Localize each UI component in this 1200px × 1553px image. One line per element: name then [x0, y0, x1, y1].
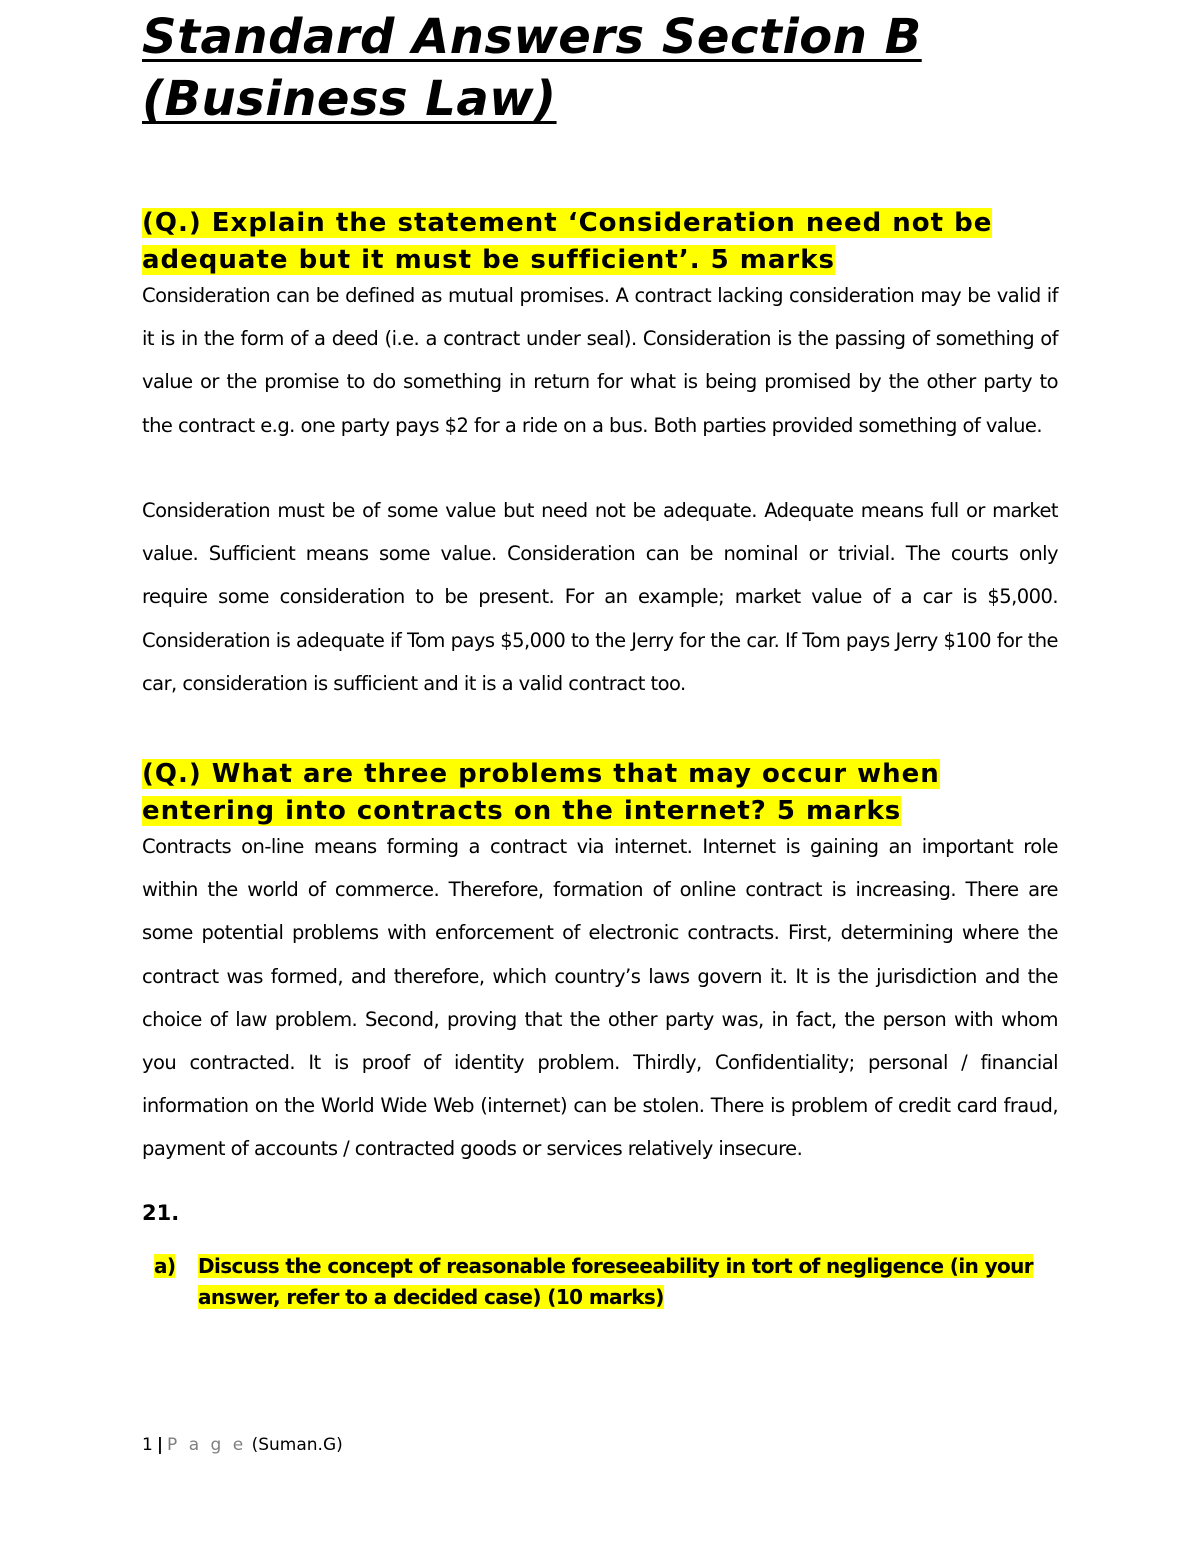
document-title-line2: (Business Law): [142, 71, 557, 127]
question-2-answer-paragraph: Contracts on-line means forming a contract via internet. Internet is gaining an important role within the world of commerce. Therefore, formation of online contract is increasing. There are some potential problems with enforcement of electronic contracts. First, determining where the contract was formed, and therefore, which country’s laws govern it. It is the jurisdiction and the choice of law problem. Second, proving that the other party was, in fact, the person with whom you contracted. It is proof of identity problem. Thirdly, Confidentiality; personal / financial information on the World Wide Web (internet) can be stolen. There is problem of credit card fraud, payment of accounts / contracted goods or services relatively insecure.: [142, 835, 1058, 1161]
question-1-heading-line1: (Q.) Explain the statement ‘Consideration need not be: [142, 208, 993, 238]
question-1-answer-paragraph-1: Consideration can be defined as mutual promises. A contract lacking consideration may be valid if it is in the form of a deed (i.e. a contract under seal). Consideration is the passing of something of value or the promise to do something in return for what is being promised by the other party to the contract e.g. one party pays $2 for a ride on a bus. Both parties provided something of value.: [142, 284, 1058, 437]
question-2-heading: [142, 756, 940, 830]
page-label: P a g e: [167, 1435, 247, 1455]
question-21a-letter: a): [154, 1254, 176, 1278]
question-1-answer-paragraph-2: Consideration must be of some value but need not be adequate. Adequate means full or market value. Sufficient means some value. Consideration can be nominal or trivial. The courts only require some consideration to be present. For an example; market value of a car is $5,000. Consideration is adequate if Tom pays $5,000 to the Jerry for the car. If Tom pays Jerry $100 for the car, consideration is sufficient and it is a valid contract too.: [142, 499, 1058, 695]
footer-separator: |: [156, 1435, 164, 1455]
question-2-heading-line1: (Q.) What are three problems that may occur when: [142, 759, 940, 789]
section-number: 21.: [142, 1201, 180, 1225]
question-21a-line1: Discuss the concept of reasonable foreseeability in tort of negligence (in your: [198, 1254, 1034, 1278]
document-title: [142, 6, 1102, 130]
question-1-heading-line2: adequate but it must be sufficient’. 5 marks: [142, 245, 836, 275]
document-title-line1: Standard Answers Section B: [142, 9, 922, 65]
question-2-heading-line2: entering into contracts on the internet? 5 marks: [142, 796, 902, 826]
question-1-heading: [142, 205, 992, 279]
question-21a-text: [198, 1251, 1042, 1313]
footer-author: (Suman.G): [251, 1435, 343, 1455]
page-number: 1: [142, 1435, 153, 1455]
page-footer: [142, 1432, 343, 1458]
question-21a-line2: answer, refer to a decided case) (10 marks): [198, 1285, 664, 1309]
question-21a: [142, 1251, 1042, 1313]
